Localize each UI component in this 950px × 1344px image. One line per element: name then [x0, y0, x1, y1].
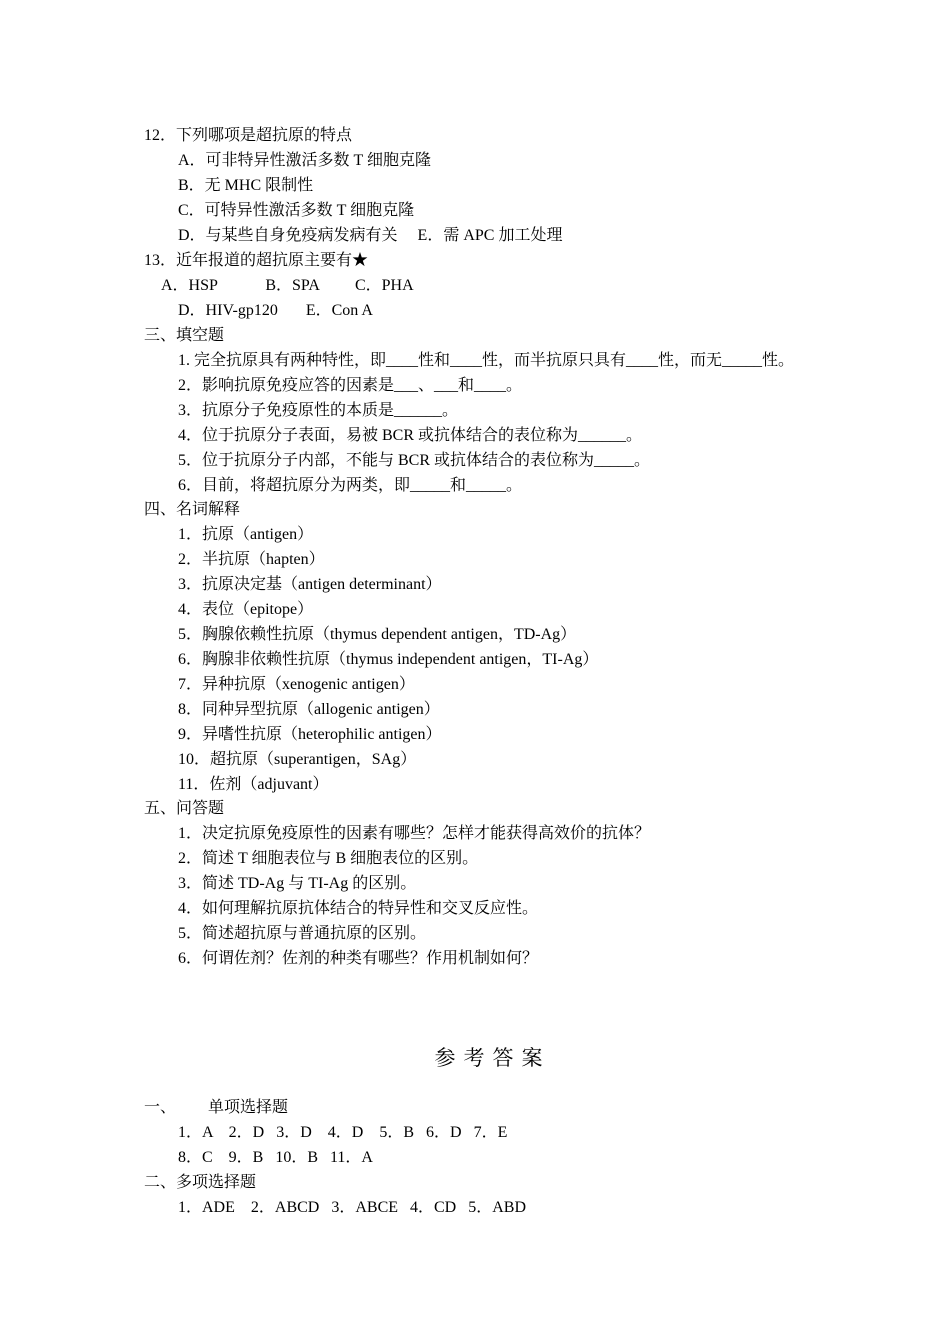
qa-1: 1．决定抗原免疫原性的因素有哪些？怎样才能获得高效价的抗体？ [178, 825, 651, 842]
qa-4: 4．如何理解抗原抗体结合的特异性和交叉反应性。 [178, 900, 539, 917]
term-1: 1．抗原（antigen） [178, 526, 314, 543]
q12-option-d-e: D．与某些自身免疫病发病有关 E．需 APC 加工处理 [178, 227, 563, 244]
fill-blank-5: 5．位于抗原分子内部，不能与 BCR 或抗体结合的表位称为_____。 [178, 452, 651, 469]
answers-single-choice-row-2: 8．C 9．B 10．B 11．A [178, 1149, 373, 1166]
qa-3: 3．简述 TD-Ag 与 TI-Ag 的区别。 [178, 875, 417, 892]
term-10: 10．超抗原（superantigen，SAg） [178, 751, 417, 768]
qa-2: 2．简述 T 细胞表位与 B 细胞表位的区别。 [178, 850, 479, 867]
q13-options-a-c: A．HSP B．SPA C．PHA [161, 277, 414, 294]
term-4: 4．表位（epitope） [178, 601, 314, 618]
term-3: 3．抗原决定基（antigen determinant） [178, 576, 442, 593]
q13-options-d-e: D．HIV-gp120 E．Con A [178, 302, 373, 319]
q12-option-b: B．无 MHC 限制性 [178, 177, 314, 194]
term-5: 5．胸腺依赖性抗原（thymus dependent antigen，TD-Ag） [178, 626, 577, 643]
answers-multiple-choice-row-1: 1．ADE 2．ABCD 3．ABCE 4．CD 5．ABD [178, 1199, 527, 1216]
term-8: 8．同种异型抗原（allogenic antigen） [178, 701, 440, 718]
fill-blank-3: 3．抗原分子免疫原性的本质是______。 [178, 402, 459, 419]
qa-6: 6．何谓佐剂？佐剂的种类有哪些？作用机制如何？ [178, 950, 539, 967]
question-12: 12．下列哪项是超抗原的特点 [144, 127, 353, 144]
fill-blank-2: 2．影响抗原免疫应答的因素是___、___和____。 [178, 377, 523, 394]
answers-multiple-choice-heading: 二、多项选择题 [144, 1174, 257, 1191]
term-9: 9．异嗜性抗原（heterophilic antigen） [178, 726, 442, 743]
qa-5: 5．简述超抗原与普通抗原的区别。 [178, 925, 427, 942]
term-11: 11．佐剂（adjuvant） [178, 776, 329, 793]
answers-title: 参考答案 [434, 1046, 551, 1070]
answers-single-choice-heading: 一、 单项选择题 [144, 1099, 289, 1116]
term-6: 6．胸腺非依赖性抗原（thymus independent antigen，TI-Ag） [178, 651, 599, 668]
section-fill-blanks-heading: 三、填空题 [144, 327, 225, 344]
section-term-explanation-heading: 四、名词解释 [144, 501, 241, 518]
question-13: 13．近年报道的超抗原主要有★ [144, 252, 369, 269]
q12-option-a: A．可非特异性激活多数 T 细胞克隆 [178, 152, 432, 169]
fill-blank-4: 4．位于抗原分子表面，易被 BCR 或抗体结合的表位称为______。 [178, 427, 643, 444]
term-7: 7．异种抗原（xenogenic antigen） [178, 676, 415, 693]
answers-single-choice-row-1: 1．A 2．D 3．D 4．D 5．B 6．D 7．E [178, 1124, 508, 1141]
term-2: 2．半抗原（hapten） [178, 551, 325, 568]
fill-blank-6: 6．目前，将超抗原分为两类，即_____和_____。 [178, 477, 523, 494]
q12-option-c: C．可特异性激活多数 T 细胞克隆 [178, 202, 415, 219]
fill-blank-1: 1. 完全抗原具有两种特性，即____性和____性，而半抗原只具有____性，而无_____性。 [178, 352, 795, 369]
section-qa-heading: 五、问答题 [144, 800, 225, 817]
